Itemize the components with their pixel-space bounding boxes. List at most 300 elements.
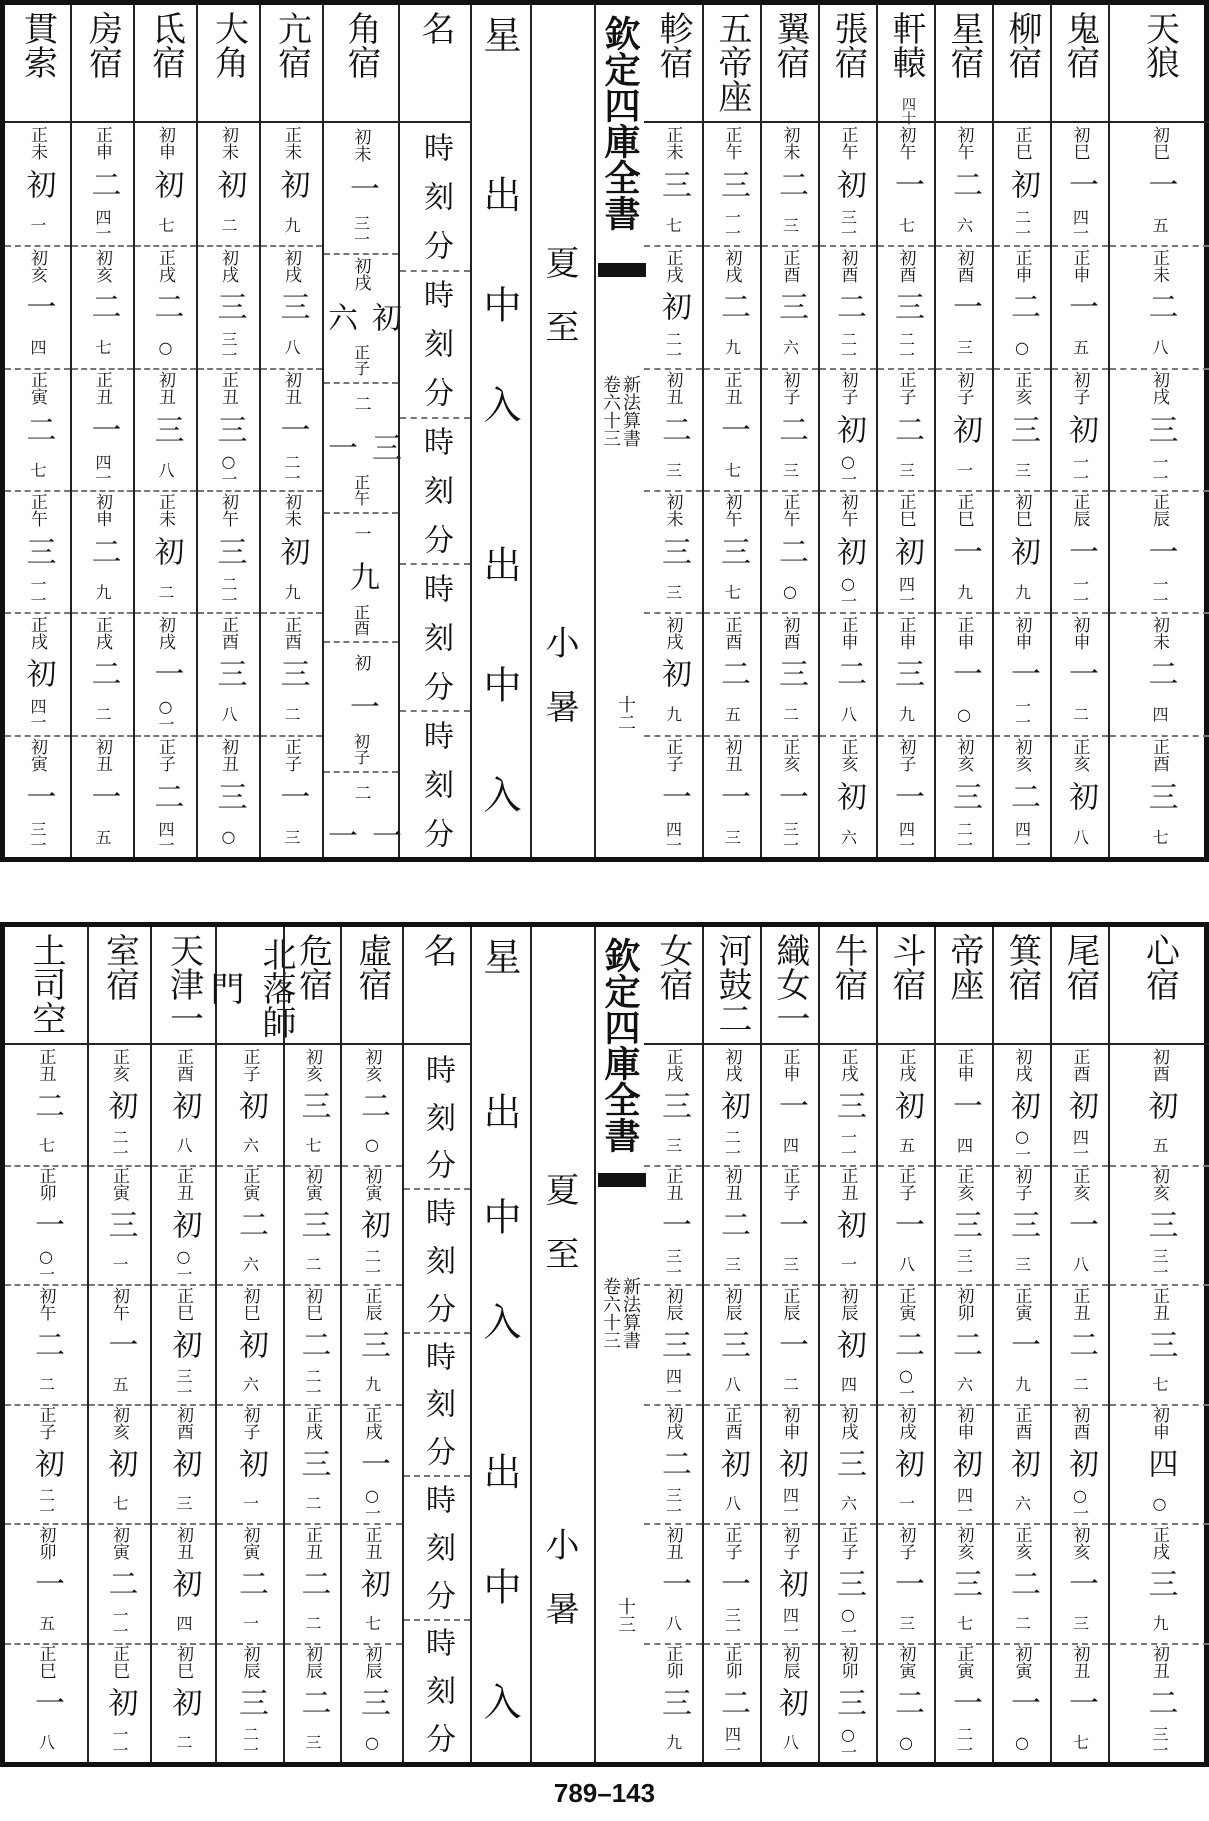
value-cell-num: 一 [1063,1209,1098,1240]
gloss-set: 入 [477,1682,521,1720]
value-cell-min: 二一 [110,1128,129,1161]
value-cell-min: 一 [240,1614,260,1631]
unit-cell: 時 [418,719,453,750]
value-cell-num: 三 [715,536,750,567]
value-cell-time: 正亥 [1069,1167,1090,1202]
value-cell-time: 正丑 [302,1525,322,1560]
value-cell-min: 三一 [780,820,800,853]
value-cell-num: 二 [1005,780,1040,811]
value-cell-num: 初 [166,1328,202,1359]
value-cell-num: 三 [1005,413,1040,444]
value-cell-min: ○一 [838,452,858,488]
value-cell-time: 正酉 [1069,1047,1090,1082]
value-cell-min: 三 [780,216,800,233]
value-cell-num: 三 [656,169,691,200]
value-cell-min: 正午 [351,473,371,506]
value-cell-time: 正辰 [1069,493,1090,528]
value-cell-min: ○一 [838,1724,858,1760]
value-cell-time: 初未 [281,493,301,528]
star-column [876,927,934,1762]
star-name: 牛宿 [820,927,876,1045]
star-column [196,5,259,857]
value-cell-time: 初申 [953,1406,974,1441]
value-cell-min: 一一 [1150,453,1169,486]
value-cell-num: 二 [889,1687,924,1718]
value-cell-num: 三 [274,658,310,689]
value-cell-num: 一 [947,291,982,322]
value-cell-min: 八 [780,1734,800,1751]
value-cell-min: ○一 [156,696,175,732]
value-cell-min: ○ [954,704,974,724]
star-column [283,927,340,1762]
value-cell-min: 二 [174,1734,193,1751]
value-cell-min: 三 [1012,461,1032,478]
value-cell-num: 一 [1005,658,1040,689]
value-cell-min: 二一 [362,1248,382,1281]
value-cell-time: 正酉 [721,1406,742,1441]
value-cell-min: 三一 [1150,1726,1169,1759]
value-cell-min: ○ [1150,1493,1169,1513]
book-title: 欽定四庫全書 [599,15,641,231]
value-cell-min: 七 [303,1136,322,1153]
unit-header: 名 [404,927,470,1045]
value-cell-min: 二 [303,1495,322,1512]
value-cell-time: 正戌 [155,248,175,283]
value-cell-min: 三 [722,828,742,845]
value-cell-time: 正酉 [173,1047,193,1082]
value-cell-num: 一 [889,169,924,200]
table-block-1 [0,0,1209,862]
value-cell-min: 三 [282,828,301,845]
star-column [1108,927,1209,1762]
value-cell-time: 正寅 [239,1167,260,1202]
value-cell-min: ○一 [1012,1127,1032,1163]
value-cell-min: 三 [174,1495,193,1512]
unit-cell: 刻 [420,1101,455,1132]
star-column [992,927,1050,1762]
value-cell-num: 初 [233,1089,268,1120]
unit-cell: 刻 [418,328,453,359]
value-cell-min: 八 [156,461,175,478]
value-cell-min: 八 [219,706,238,723]
value-cell-min: 九 [362,1375,382,1392]
value-cell-min: 六 [954,216,974,233]
value-cell-min: 五 [722,706,742,723]
value-cell-num: 三 [947,780,982,811]
value-cell-time: 正子 [35,1406,56,1441]
value-cell-min: 一 [28,216,47,233]
value-cell-time: 正申 [1011,248,1032,283]
value-cell-time: 初寅 [895,1645,916,1680]
unit-cell: 分 [420,1436,455,1467]
unit-cell: 分 [418,523,453,554]
value-cell-num: 三 [656,1089,691,1120]
value-cell-time: 正巳 [173,1286,193,1321]
section-minor-heat: 小暑 [539,1527,579,1655]
value-cell-num: 初 [889,1448,924,1479]
value-cell-min: 六 [240,1136,260,1153]
value-cell-time: 正戌 [1149,1525,1169,1560]
star-name: 軫宿 [644,5,702,123]
star-name: 柳宿 [994,5,1050,123]
value-cell-num: 初 [1063,1448,1098,1479]
value-cell-min: 一一 [722,208,742,241]
value-cell-time: 初午 [895,126,916,161]
value-cell-time: 初辰 [361,1645,382,1680]
value-cell-num: 一 [1063,658,1098,689]
unit-cell: 時 [418,572,453,603]
value-cell-min: ○一 [174,1246,193,1282]
value-cell-num: 初 [148,169,184,200]
value-cell-min: 六 [780,339,800,356]
value-cell-min: 四一 [780,1606,800,1639]
value-cell-num: 初 [166,1089,202,1120]
value-cell-num: 三 [889,291,924,322]
star-name: 翼宿 [762,5,818,123]
value-cell-time: 正亥 [109,1047,129,1082]
gloss-star: 星 [477,937,521,975]
value-cell-time: 正子 [239,1047,260,1082]
value-cell-num: 三 [656,1328,691,1359]
value-cell-time: 正申 [953,1047,974,1082]
value-cell-num: 一 [29,1687,64,1718]
star-column [760,927,818,1762]
value-cell-time: 初丑 [218,738,238,773]
value-cell-num: 二 [773,536,808,567]
unit-cell: 時 [420,1627,455,1658]
value-cell-num: 初 [715,1089,750,1120]
value-cell-min: 七 [93,339,112,356]
value-cell-min: 一 [896,1495,916,1512]
value-cell-time: 初午 [953,126,974,161]
value-cell-min: 七 [954,1614,974,1631]
value-cell-num: 初 [715,1448,750,1479]
value-cell-num: 二 [889,1328,924,1359]
star-column [204,927,296,1762]
value-cell-time: 正午 [779,493,800,528]
value-cell-num: 一 [656,1209,691,1240]
value-cell-min: 二一 [36,1487,56,1520]
value-cell-time: 正子 [281,738,301,773]
unit-cell: 時 [418,279,453,310]
value-cell-min: 二一 [303,1367,322,1400]
value-cell-time: 正戌 [92,615,112,650]
value-cell-min: 二 [282,706,301,723]
value-cell-min: 一 [240,1495,260,1512]
star-name: 鬼宿 [1052,5,1108,123]
value-cell-time: 初巳 [1011,493,1032,528]
value-cell-min: 五 [1150,1136,1169,1153]
value-cell-num: 二 [656,413,691,444]
value-cell-time: 初戌 [155,615,175,650]
value-cell-num: 一 [1005,1687,1040,1718]
value-cell-num: 一 [355,1448,390,1479]
value-cell-num: 二 [233,1567,268,1598]
value-cell-num: 二 [715,291,750,322]
right-half-1 [644,5,1204,857]
value-cell-time: 正丑 [721,371,742,406]
value-cell-num: 二 [295,1328,331,1359]
value-cell-min: 三 [663,1136,683,1153]
value-cell-num: 一 [20,291,56,322]
star-name: 土司空 [5,927,87,1045]
gloss-culminate: 中 [477,1197,521,1235]
value-cell-num: 一 [1063,1567,1098,1598]
value-cell-num: 初 [656,658,691,689]
unit-cell: 時 [420,1197,455,1228]
value-cell-min: 二 [36,1375,56,1392]
value-cell-min: 六 [954,1375,974,1392]
star-column [1050,927,1108,1762]
star-column [340,927,402,1762]
value-cell-num: 初 [20,658,56,689]
value-cell-min: 四一 [663,820,683,853]
value-cell-min: 二一 [240,1726,260,1759]
value-cell-min: 二一 [954,1726,974,1759]
value-cell-min: 正子 [351,344,371,377]
value-cell-min: 二 [303,1614,322,1631]
value-cell-time: 正丑 [361,1525,382,1560]
value-cell-num: 一 [773,1328,808,1359]
value-cell-num: 初六 [322,302,401,333]
value-cell-min: 三 [722,1256,742,1273]
value-cell-num: 初 [1063,1089,1098,1120]
value-cell-min: 六 [838,1495,858,1512]
value-cell-min: 二一 [954,820,974,853]
value-cell-time: 初丑 [662,371,683,406]
value-cell-num: 二 [1142,1687,1178,1718]
value-cell-min: 一一 [110,1726,129,1759]
star-name: 大角 [198,5,259,123]
value-cell-num: 一 [947,1089,982,1120]
value-cell-num: 二 [947,1328,982,1359]
value-cell-time: 初丑 [721,1167,742,1202]
star-column [644,927,702,1762]
unit-column [398,5,470,857]
value-cell-num: 一 [29,1567,64,1598]
value-cell-num: 二 [831,291,866,322]
value-cell-num: 四 [1142,1448,1178,1479]
unit-cell: 刻 [418,181,453,212]
value-cell-min: 五 [1070,339,1090,356]
value-cell-min: 四一 [93,208,112,241]
value-cell-time: 初寅 [27,738,47,773]
page-number: 十二 [615,695,636,731]
value-cell-min: ○一 [1070,1485,1090,1521]
value-cell-time: 初子 [779,1525,800,1560]
value-cell-time: 正巳 [109,1645,129,1680]
value-cell-min: ○一 [838,1605,858,1641]
value-cell-time: 初戌 [1149,371,1169,406]
value-cell-time: 正申 [895,615,916,650]
value-cell-time: 二 [350,783,371,801]
value-cell-num: 初 [166,1687,202,1718]
value-cell-num: 三 [20,536,56,567]
value-cell-num: 初 [274,536,310,567]
star-name: 天津一 [152,927,215,1045]
value-cell-num: 初 [831,169,866,200]
value-cell-min: 九 [1012,1375,1032,1392]
value-cell-min: 四 [954,1136,974,1153]
star-column [760,5,818,857]
value-cell-min: 二 [156,583,175,600]
value-cell-min: 九 [282,583,301,600]
value-cell-time: 正申 [92,126,112,161]
value-cell-time: 正午 [27,493,47,528]
value-cell-time: 初子 [953,371,974,406]
value-cell-min: 四一 [954,1487,974,1520]
star-name: 角宿 [324,5,398,123]
value-cell-min: 四 [1150,706,1169,723]
star-sub-number: 四十 [900,97,916,125]
value-cell-min: ○ [896,1732,916,1752]
value-cell-time: 初亥 [1069,1525,1090,1560]
value-cell-time: 初丑 [173,1525,193,1560]
star-column [5,927,87,1762]
star-column [322,5,401,857]
value-cell-time: 初子 [239,1406,260,1441]
value-cell-min: 二一 [282,453,301,486]
value-cell-min: 七 [896,216,916,233]
right-half-2 [644,927,1204,1762]
value-cell-time: 初子 [837,371,858,406]
value-cell-time: 初亥 [302,1047,322,1082]
star-column [876,5,934,857]
value-cell-time: 正酉 [218,615,238,650]
value-cell-num: 一 [344,690,379,721]
value-cell-time: 初酉 [837,248,858,283]
value-cell-num: 初 [831,536,866,567]
value-cell-num: 初 [773,1448,808,1479]
value-cell-time: 正未 [662,126,683,161]
gloss-rise: 出 [477,175,521,213]
value-cell-time: 初 [350,654,371,672]
value-cell-min: 一一 [1070,453,1090,486]
value-cell-time: 初未 [779,126,800,161]
value-cell-min: 二 [1070,1375,1090,1392]
value-cell-time: 初丑 [92,738,112,773]
unit-cell: 分 [418,817,453,848]
value-cell-num: 初 [947,1448,982,1479]
value-cell-min: 六 [838,828,858,845]
value-cell-min: 六 [240,1375,260,1392]
value-cell-min: 四一 [780,1487,800,1520]
value-cell-time: 初丑 [1069,1645,1090,1680]
value-cell-num: 二 [1063,1328,1098,1359]
value-cell-num: 一 [715,780,750,811]
value-cell-time: 正酉 [1011,1406,1032,1441]
gloss-culminate: 中 [477,285,521,323]
value-cell-min: 四一 [28,698,47,731]
value-cell-time: 初戌 [662,615,683,650]
value-cell-time: 正亥 [953,1167,974,1202]
value-cell-num: 一 [1005,1328,1040,1359]
value-cell-time: 正辰 [779,1286,800,1321]
value-cell-time: 初戌 [895,1406,916,1441]
value-cell-num: 二 [29,1089,64,1120]
book-subtitle: 新法算書 [620,375,641,447]
value-cell-time: 正戌 [895,1047,916,1082]
value-cell-num: 三 [211,536,247,567]
star-name: 女宿 [644,927,702,1045]
value-cell-num: 三 [947,1567,982,1598]
value-cell-num: 初 [831,1328,866,1359]
unit-cell: 時 [418,132,453,163]
star-name: 河鼓二 [704,927,760,1045]
star-column [87,927,150,1762]
value-cell-num: 二 [831,658,866,689]
value-cell-num: 初 [211,169,247,200]
star-name: 尾宿 [1052,927,1108,1045]
value-cell-time: 初申 [92,493,112,528]
value-cell-min: 一一 [110,1606,129,1639]
value-cell-num: 初 [773,1567,808,1598]
value-cell-min: 七 [156,216,175,233]
value-cell-num: 初 [656,291,691,322]
value-cell-time: 初子 [1069,371,1090,406]
value-cell-time: 初子 [895,1525,916,1560]
value-cell-time: 正子 [895,1167,916,1202]
value-cell-min: 四一 [1070,208,1090,241]
center-band-2 [470,927,644,1762]
value-cell-min: 一一 [1070,575,1090,608]
value-cell-num: 九 [344,561,379,592]
value-cell-min: 二 [780,1375,800,1392]
gloss-set: 入 [477,385,521,423]
value-cell-num: 三 [211,780,247,811]
value-cell-min: 四 [28,339,47,356]
star-column [5,5,70,857]
value-cell-min: 五 [896,1136,916,1153]
value-cell-time: 初亥 [953,1525,974,1560]
value-cell-num: 二 [295,1567,331,1598]
value-cell-time: 初辰 [239,1645,260,1680]
value-cell-num: 初 [773,1687,808,1718]
value-cell-time: 初酉 [173,1406,193,1441]
value-cell-min: ○一 [219,452,238,488]
value-cell-num: 三 [656,1687,691,1718]
value-cell-num: 一 [1063,536,1098,567]
star-name: 張宿 [820,5,876,123]
value-cell-min: 七 [1150,1375,1169,1392]
value-cell-time: 正戌 [27,615,47,650]
value-cell-time: 正寅 [109,1167,129,1202]
value-cell-num: 二 [1142,291,1178,322]
value-cell-num: 三 [295,1448,331,1479]
value-cell-time: 初寅 [361,1167,382,1202]
value-cell-time: 初寅 [302,1167,322,1202]
value-cell-time: 初戌 [1011,1047,1032,1082]
value-cell-num: 初 [29,1448,64,1479]
value-cell-min: 三一 [954,1248,974,1281]
value-cell-min: 二一 [838,331,858,364]
value-cell-min: ○ [1012,1732,1032,1752]
volume-label: 卷六十三 [600,375,621,447]
value-cell-time: 初子 [895,738,916,773]
value-cell-min: 七 [1150,828,1169,845]
value-cell-num: 一 [947,1687,982,1718]
value-cell-num: 一 [1063,169,1098,200]
value-cell-min: 七 [1070,1734,1090,1751]
gloss-rise: 出 [477,1092,521,1130]
value-cell-num: 二 [1142,658,1178,689]
value-cell-time: 正巳 [1011,126,1032,161]
star-column [259,5,322,857]
value-cell-time: 正卯 [721,1645,742,1680]
value-cell-num: 一 [715,413,750,444]
value-cell-time: 初丑 [281,371,301,406]
value-cell-time: 初酉 [779,615,800,650]
